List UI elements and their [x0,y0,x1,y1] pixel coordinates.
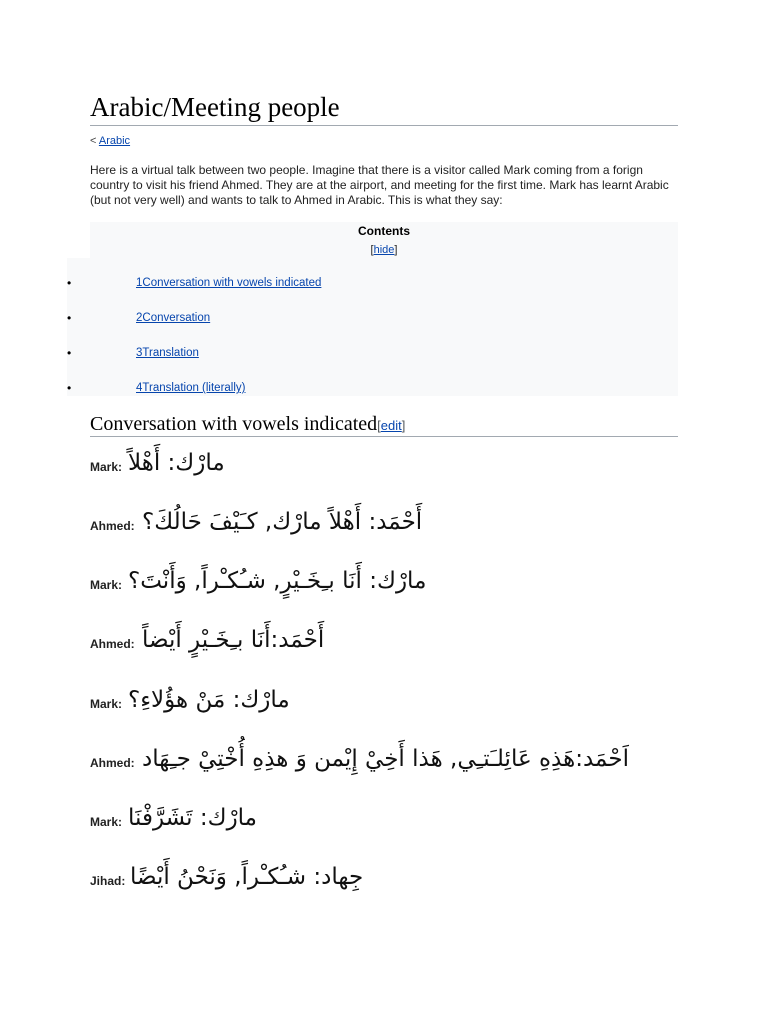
toc-link-translation[interactable]: 3Translation [136,347,199,359]
speaker-label: Jihad: [90,874,126,888]
arabic-utterance: أَحْمَد:أَنَا بـِخَـيْرٍ أَيْضاً [142,627,325,653]
speaker-label: Mark: [90,578,123,592]
toc-bullet: • [67,381,72,395]
dialogue-line [90,850,690,894]
section-heading-text: Conversation with vowels indicated [90,413,378,435]
toc-item [0,345,678,361]
toc-toggle-close-bracket: ] [394,244,398,256]
speaker-label: Mark: [90,697,123,711]
toc-item [0,380,678,396]
speaker-label: Mark: [90,460,123,474]
toc-link-conversation[interactable]: 2Conversation [136,312,211,324]
toc-bullet: • [67,276,72,290]
toc-link-conversation-with-vowels[interactable]: 1Conversation with vowels indicated [136,277,322,289]
arabic-utterance: مارْك: أَهْلاً [128,450,225,476]
edit-close-bracket: ] [401,418,406,433]
speaker-label: Mark: [90,815,123,829]
arabic-utterance: مارْك: مَنْ هؤُلاءِ؟ [128,687,290,713]
speaker-label: Ahmed: [90,637,135,651]
section-edit [377,418,405,433]
speaker-label: Ahmed: [90,519,135,533]
arabic-utterance: مارْك: تَشَرَّفْنَا [128,805,258,831]
dialogue-line [90,673,690,717]
toc-toggle-open-bracket: [ [370,244,374,256]
dialogue-line [90,791,690,835]
intro-paragraph: Here is a virtual talk between two people. Imagine that there is a visitor called Mark coming from a forign country to visit his friend Ahmed. They are at the airport, and meeting for the first time. Mark has learnt Arabic (but not very well) and wants to talk to Ahmed in Arabic. This is what they say: [90,163,669,207]
arabic-utterance: أَحْمَد: أَهْلاً مارْك, كـَيْفَ حَالُكَ؟ [142,509,423,535]
toc-link-translation-literally[interactable]: 4Translation (literally) [136,382,246,394]
breadcrumb-link-arabic[interactable]: Arabic [98,135,131,147]
title-divider [90,125,678,126]
arabic-utterance: جِهاد: شـُكـْراً, وَنَحْنُ أَيْضًا [130,864,364,890]
arabic-utterance: مارْك: أَنَا بـِخَـيْرٍ, شـُكـْراً, وَأَنْتَ؟ [128,568,427,594]
edit-open-bracket: [ [377,418,381,433]
section-heading [90,411,405,439]
toc-toggle [90,243,678,257]
page-title: Arabic/Meeting people [90,92,340,122]
arabic-utterance: اَحْمَد:هَذِهِ عَائِلـَتـِي, هَذا أَخِيْ إِيْمن وَ هذِهِ أُخْتِيْ جـِهَاد [142,746,629,772]
breadcrumb [90,134,130,148]
breadcrumb-prefix: < [90,135,99,147]
toc-item [0,275,678,291]
table-of-contents [90,222,678,396]
speaker-label: Ahmed: [90,756,135,770]
toc-title: Contents [358,224,410,238]
section-edit-link[interactable]: edit [380,418,402,433]
dialogue-line [90,495,690,539]
toc-bullet: • [67,311,72,325]
toc-hide-link[interactable]: hide [373,244,395,256]
dialogue-line [90,613,690,657]
toc-item [0,310,678,326]
dialogue-line [90,436,690,480]
dialogue-line [90,554,690,598]
toc-bullet: • [67,346,72,360]
dialogue-line [90,732,690,776]
